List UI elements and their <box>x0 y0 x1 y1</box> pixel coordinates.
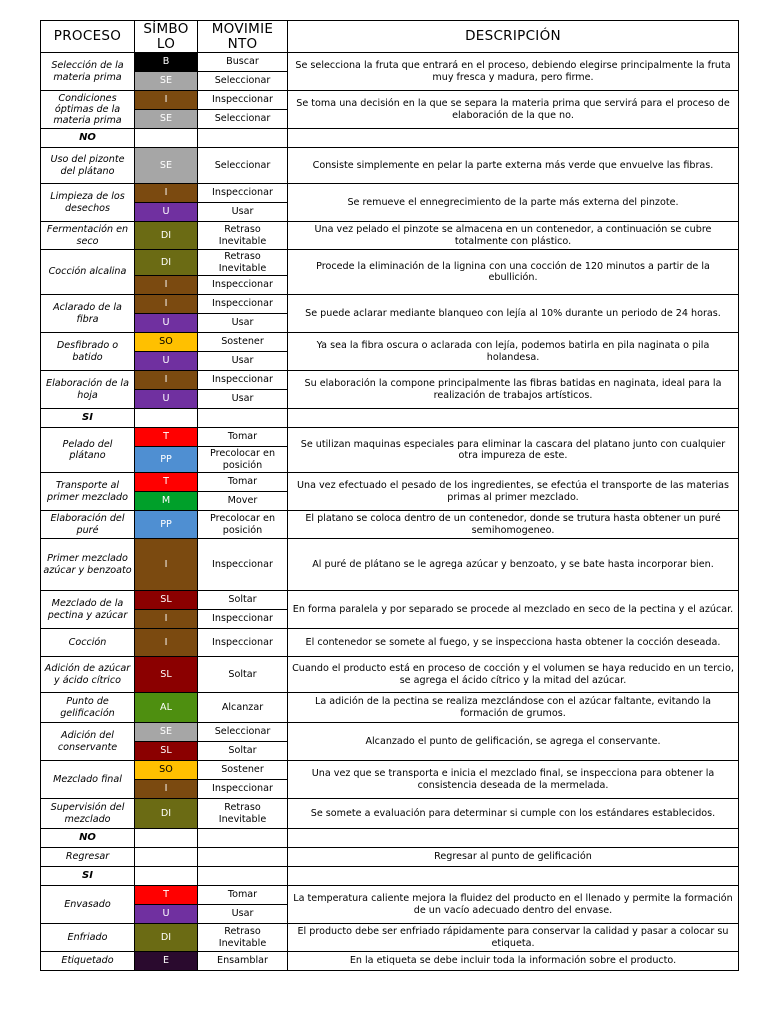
description-cell <box>288 129 739 148</box>
table-row <box>41 371 739 390</box>
process-name: Supervisión del mezclado <box>41 799 135 829</box>
table-row <box>41 761 739 780</box>
description-cell: Una vez que se transporta e inicia el mezclado final, se inspecciona para obtener la consistencia deseada de la mermelada. <box>288 761 739 799</box>
symbol-cell: SE <box>135 110 198 129</box>
movement-cell: Soltar <box>198 657 288 693</box>
symbol-cell: AL <box>135 693 198 723</box>
description-cell: Se utilizan maquinas especiales para eliminar la cascara del platano junto con cualquier otra impureza de este. <box>288 428 739 473</box>
symbol-cell: PP <box>135 511 198 539</box>
movement-cell: Seleccionar <box>198 148 288 184</box>
process-name: Transporte al primer mezclado <box>41 473 135 511</box>
symbol-cell: U <box>135 203 198 222</box>
movement-cell: Retraso Inevitable <box>198 250 288 276</box>
header-row <box>41 21 739 53</box>
process-name: Enfriado <box>41 924 135 952</box>
table-row <box>41 657 739 693</box>
table-row <box>41 867 739 886</box>
process-name: Desfibrado o batido <box>41 333 135 371</box>
process-name: Primer mezclado azúcar y benzoato <box>41 539 135 591</box>
description-cell: Una vez pelado el pinzote se almacena en un contenedor, a continuación se cubre totalmente con plástico. <box>288 222 739 250</box>
table-row <box>41 473 739 492</box>
description-cell: Procede la eliminación de la lignina con una cocción de 120 minutos a partir de la ebullición. <box>288 250 739 295</box>
symbol-cell <box>135 409 198 428</box>
description-cell: Regresar al punto de gelificación <box>288 848 739 867</box>
movement-cell <box>198 848 288 867</box>
movement-cell: Sostener <box>198 333 288 352</box>
description-cell: En la etiqueta se debe incluir toda la información sobre el producto. <box>288 952 739 971</box>
symbol-cell: I <box>135 629 198 657</box>
process-name: NO <box>41 129 135 148</box>
movement-cell <box>198 129 288 148</box>
symbol-cell: SO <box>135 761 198 780</box>
movement-cell: Inspeccionar <box>198 780 288 799</box>
description-cell: El contenedor se somete al fuego, y se inspecciona hasta obtener la cocción deseada. <box>288 629 739 657</box>
movement-cell: Buscar <box>198 53 288 72</box>
movement-cell: Usar <box>198 905 288 924</box>
movement-cell: Inspeccionar <box>198 539 288 591</box>
table-row <box>41 539 739 591</box>
movement-cell: Soltar <box>198 742 288 761</box>
symbol-cell: SL <box>135 657 198 693</box>
process-name: Selección de la materia prima <box>41 53 135 91</box>
process-name: Condiciones óptimas de la materia prima <box>41 91 135 129</box>
table-row <box>41 129 739 148</box>
process-table <box>40 20 739 971</box>
process-name: Mezclado final <box>41 761 135 799</box>
table-row <box>41 723 739 742</box>
table-row <box>41 591 739 610</box>
symbol-cell: I <box>135 539 198 591</box>
movement-cell <box>198 867 288 886</box>
symbol-cell: DI <box>135 250 198 276</box>
description-cell: Al puré de plátano se le agrega azúcar y benzoato, y se bate hasta incorporar bien. <box>288 539 739 591</box>
process-name: Punto de gelificación <box>41 693 135 723</box>
table-row <box>41 295 739 314</box>
symbol-cell <box>135 848 198 867</box>
movement-cell: Tomar <box>198 428 288 447</box>
table-row <box>41 250 739 276</box>
movement-cell: Ensamblar <box>198 952 288 971</box>
description-cell <box>288 829 739 848</box>
symbol-cell: I <box>135 295 198 314</box>
movement-cell: Alcanzar <box>198 693 288 723</box>
symbol-cell: T <box>135 428 198 447</box>
movement-cell: Retraso Inevitable <box>198 799 288 829</box>
movement-cell: Usar <box>198 314 288 333</box>
symbol-cell: U <box>135 905 198 924</box>
description-cell: Se somete a evaluación para determinar si cumple con los estándares establecidos. <box>288 799 739 829</box>
movement-cell: Usar <box>198 352 288 371</box>
description-cell: La adición de la pectina se realiza mezclándose con el azúcar faltante, evitando la formación de grumos. <box>288 693 739 723</box>
symbol-cell: DI <box>135 924 198 952</box>
movement-cell <box>198 829 288 848</box>
description-cell: Una vez efectuado el pesado de los ingredientes, se efectúa el transporte de las materias primas al primer mezclado. <box>288 473 739 511</box>
table-row <box>41 184 739 203</box>
table-row <box>41 829 739 848</box>
symbol-cell <box>135 129 198 148</box>
process-name: Adición del conservante <box>41 723 135 761</box>
symbol-cell: SE <box>135 723 198 742</box>
symbol-cell: U <box>135 314 198 333</box>
description-cell: Se selecciona la fruta que entrará en el proceso, debiendo elegirse principalmente la fruta muy fresca y madura, pero firme. <box>288 53 739 91</box>
description-cell: El platano se coloca dentro de un contenedor, donde se trutura hasta obtener un puré semihomogeneo. <box>288 511 739 539</box>
header-proceso: PROCESO <box>41 21 135 53</box>
description-cell <box>288 867 739 886</box>
symbol-cell: I <box>135 91 198 110</box>
table-row <box>41 53 739 72</box>
symbol-cell: M <box>135 492 198 511</box>
symbol-cell: I <box>135 276 198 295</box>
symbol-cell: I <box>135 780 198 799</box>
movement-cell: Inspeccionar <box>198 629 288 657</box>
process-name: Mezclado de la pectina y azúcar <box>41 591 135 629</box>
process-name: Envasado <box>41 886 135 924</box>
symbol-cell: T <box>135 473 198 492</box>
header-movimiento: MOVIMIE NTO <box>198 21 288 53</box>
process-name: Fermentación en seco <box>41 222 135 250</box>
movement-cell: Retraso Inevitable <box>198 924 288 952</box>
movement-cell: Tomar <box>198 886 288 905</box>
description-cell: Ya sea la fibra oscura o aclarada con lejía, podemos batirla en pila naginata o pila holandesa. <box>288 333 739 371</box>
movement-cell: Seleccionar <box>198 110 288 129</box>
description-cell: Su elaboración la compone principalmente las fibras batidas en naginata, ideal para la realización de trabajos artísticos. <box>288 371 739 409</box>
symbol-cell: U <box>135 352 198 371</box>
description-cell: Cuando el producto está en proceso de cocción y el volumen se haya reducido en un tercio, se agrega el ácido cítrico y la mitad del azúcar. <box>288 657 739 693</box>
symbol-cell: B <box>135 53 198 72</box>
movement-cell: Inspeccionar <box>198 371 288 390</box>
process-name: Aclarado de la fibra <box>41 295 135 333</box>
process-name: Uso del pizonte del plátano <box>41 148 135 184</box>
table-row <box>41 148 739 184</box>
symbol-cell: DI <box>135 799 198 829</box>
movement-cell: Inspeccionar <box>198 184 288 203</box>
movement-cell: Inspeccionar <box>198 295 288 314</box>
table-row <box>41 428 739 447</box>
process-name: SI <box>41 409 135 428</box>
table-row <box>41 222 739 250</box>
table-row <box>41 511 739 539</box>
description-cell: El producto debe ser enfriado rápidamente para conservar la calidad y pasar a colocar su etiqueta. <box>288 924 739 952</box>
table-row <box>41 886 739 905</box>
movement-cell: Inspeccionar <box>198 276 288 295</box>
movement-cell: Retraso Inevitable <box>198 222 288 250</box>
movement-cell: Usar <box>198 203 288 222</box>
process-name: Cocción alcalina <box>41 250 135 295</box>
description-cell: Se remueve el ennegrecimiento de la parte más externa del pinzote. <box>288 184 739 222</box>
movement-cell: Inspeccionar <box>198 91 288 110</box>
movement-cell: Tomar <box>198 473 288 492</box>
symbol-cell: SO <box>135 333 198 352</box>
movement-cell: Sostener <box>198 761 288 780</box>
symbol-cell <box>135 829 198 848</box>
movement-cell: Usar <box>198 390 288 409</box>
table-row <box>41 629 739 657</box>
table-row <box>41 409 739 428</box>
symbol-cell: I <box>135 371 198 390</box>
header-simbolo: SÍMBO LO <box>135 21 198 53</box>
description-cell: Se toma una decisión en la que se separa la materia prima que servirá para el proceso de elaboración de la que no. <box>288 91 739 129</box>
process-table-body <box>41 53 739 971</box>
symbol-cell: DI <box>135 222 198 250</box>
description-cell: Alcanzado el punto de gelificación, se agrega el conservante. <box>288 723 739 761</box>
process-name: Limpieza de los desechos <box>41 184 135 222</box>
symbol-cell: I <box>135 184 198 203</box>
movement-cell <box>198 409 288 428</box>
symbol-cell: I <box>135 610 198 629</box>
symbol-cell: SL <box>135 742 198 761</box>
process-name: Cocción <box>41 629 135 657</box>
table-row <box>41 924 739 952</box>
table-row <box>41 952 739 971</box>
process-name: Adición de azúcar y ácido cítrico <box>41 657 135 693</box>
table-row <box>41 91 739 110</box>
symbol-cell: SL <box>135 591 198 610</box>
table-row <box>41 693 739 723</box>
description-cell: Se puede aclarar mediante blanqueo con lejía al 10% durante un periodo de 24 horas. <box>288 295 739 333</box>
header-descripcion: DESCRIPCIÓN <box>288 21 739 53</box>
movement-cell: Precolocar en posición <box>198 511 288 539</box>
symbol-cell: E <box>135 952 198 971</box>
movement-cell: Seleccionar <box>198 72 288 91</box>
table-row <box>41 333 739 352</box>
description-cell: La temperatura caliente mejora la fluidez del producto en el llenado y permite la formación de un vacío adecuado dentro del envase. <box>288 886 739 924</box>
movement-cell: Soltar <box>198 591 288 610</box>
table-row <box>41 799 739 829</box>
description-cell <box>288 409 739 428</box>
symbol-cell: U <box>135 390 198 409</box>
movement-cell: Mover <box>198 492 288 511</box>
symbol-cell: T <box>135 886 198 905</box>
process-name: SI <box>41 867 135 886</box>
movement-cell: Inspeccionar <box>198 610 288 629</box>
table-row <box>41 848 739 867</box>
process-name: Elaboración de la hoja <box>41 371 135 409</box>
process-name: NO <box>41 829 135 848</box>
process-name: Elaboración del puré <box>41 511 135 539</box>
process-name: Etiquetado <box>41 952 135 971</box>
description-cell: Consiste simplemente en pelar la parte externa más verde que envuelve las fibras. <box>288 148 739 184</box>
symbol-cell: PP <box>135 447 198 473</box>
movement-cell: Seleccionar <box>198 723 288 742</box>
process-name: Regresar <box>41 848 135 867</box>
symbol-cell: SE <box>135 72 198 91</box>
description-cell: En forma paralela y por separado se procede al mezclado en seco de la pectina y el azúcar. <box>288 591 739 629</box>
process-name: Pelado del plátano <box>41 428 135 473</box>
symbol-cell <box>135 867 198 886</box>
symbol-cell: SE <box>135 148 198 184</box>
movement-cell: Precolocar en posición <box>198 447 288 473</box>
